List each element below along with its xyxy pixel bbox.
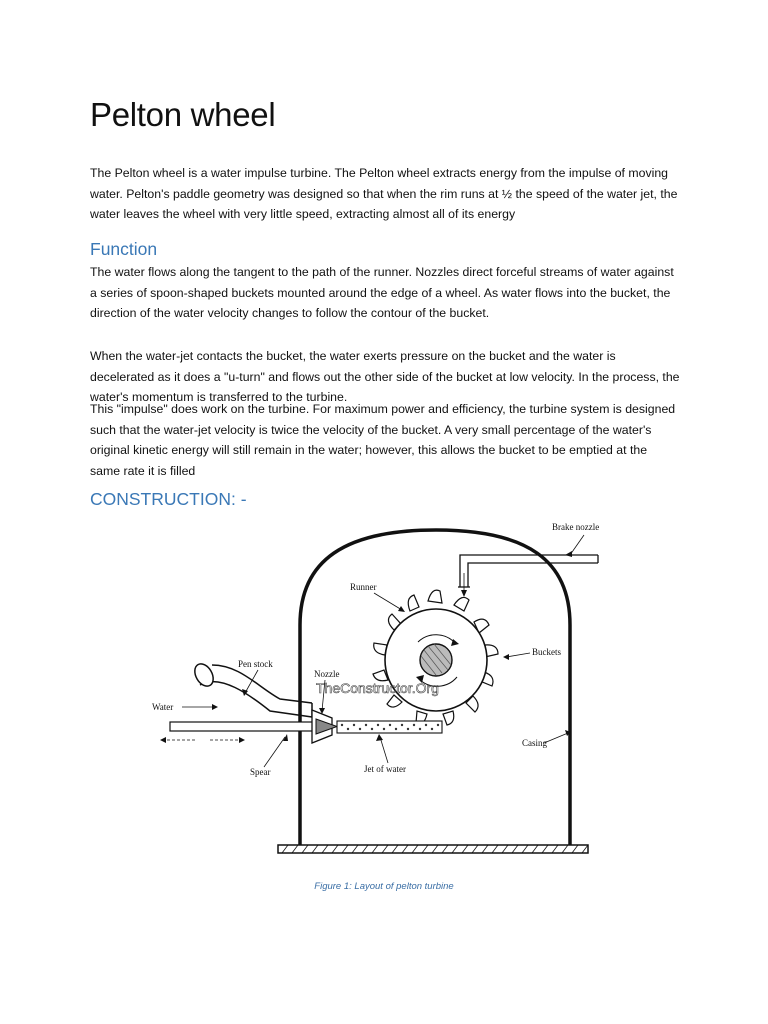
function-paragraph-2: When the water-jet contacts the bucket, the water exerts pressure on the bucket and the water is decelerated as it does a "u-turn" and flows out the other side of the bucket at low velocity. In the process, the water's momentum is transferred to the turbine.	[90, 349, 680, 404]
runner-wheel	[373, 590, 498, 725]
construction-heading: CONSTRUCTION: -	[90, 489, 247, 509]
label-buckets: Buckets	[532, 647, 561, 657]
floor-base	[278, 845, 588, 853]
label-pen-stock: Pen stock	[238, 659, 273, 669]
label-nozzle: Nozzle	[314, 669, 340, 679]
label-water: Water	[152, 702, 174, 712]
label-casing: Casing	[522, 738, 548, 748]
pen-stock-pipe	[191, 661, 312, 717]
page-title: Pelton wheel	[90, 96, 276, 133]
watermark: TheConstructor.Org	[316, 680, 439, 696]
figure-caption: Figure 1: Layout of pelton turbine	[314, 881, 454, 892]
function-paragraph-1: The water flows along the tangent to the path of the runner. Nozzles direct forceful streams of water against a series of spoon-shaped buckets mounted around the edge of a wheel. As water flows into the bucket, the direction of the water velocity changes to follow the contour of the bucket.	[90, 265, 674, 320]
function-paragraph-3: This "impulse" does work on the turbine. For maximum power and efficiency, the turbine system is designed such that the water-jet velocity is twice the velocity of the bucket. A very small percentage of the water's original kinetic energy will still remain in the water; however, this allows the bucket to be emptied at the same rate it is filled	[90, 402, 676, 478]
label-jet-of-water: Jet of water	[364, 764, 406, 774]
jet-of-water	[337, 721, 442, 733]
pelton-turbine-diagram	[140, 515, 620, 860]
label-spear: Spear	[250, 767, 271, 777]
intro-paragraph: The Pelton wheel is a water impulse turbine. The Pelton wheel extracts energy from the impulse of moving water. Pelton's paddle geometry was designed so that when the rim runs at ½ the speed of the water jet, the water leaves the wheel with very little speed, extracting almost all of its energy	[90, 166, 678, 221]
function-heading: Function	[90, 239, 158, 259]
nozzle-and-spear	[170, 710, 337, 743]
brake-nozzle	[458, 555, 598, 597]
label-brake-nozzle: Brake nozzle	[552, 522, 600, 532]
label-runner: Runner	[350, 582, 377, 592]
